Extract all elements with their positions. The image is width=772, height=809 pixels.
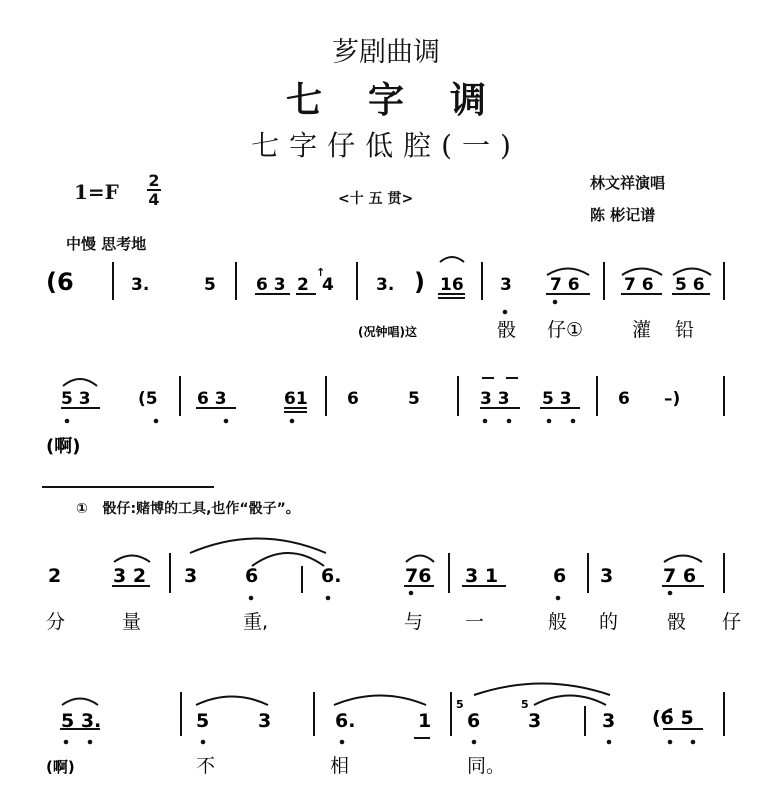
note: 3 — [600, 565, 614, 587]
octave-dot — [340, 740, 345, 745]
lyric: 同。 — [467, 755, 506, 777]
lyric: 分 — [46, 611, 66, 633]
note: 3 — [258, 710, 272, 732]
slur — [664, 556, 702, 563]
system-4-lyrics — [46, 755, 505, 777]
octave-dot — [409, 591, 414, 596]
note: 3 — [500, 275, 512, 295]
grace-note: 5 — [456, 698, 464, 711]
note: 3 — [184, 565, 198, 587]
note: 6 — [553, 565, 567, 587]
lyric: 量 — [122, 611, 142, 633]
note: 3 2 — [113, 565, 147, 587]
tune-title: 七字调 — [285, 80, 532, 121]
sub-title: 七字仔低腔(一) — [251, 129, 521, 162]
qupai-label: <十 五 贯> — [338, 191, 414, 207]
grace-note: 5 — [521, 698, 529, 711]
lyric: 重, — [243, 611, 269, 633]
note: 5 — [408, 389, 420, 409]
slur — [196, 697, 268, 706]
lyric: (啊) — [46, 758, 75, 776]
note: 7 6 — [550, 275, 580, 295]
lyric-part: (况钟唱)这 — [358, 325, 417, 339]
octave-dot — [64, 740, 69, 745]
note: 5 3 — [61, 389, 91, 409]
footnote-marker: ① — [76, 501, 88, 517]
slur — [534, 696, 606, 706]
slur — [252, 553, 324, 566]
note: 6 — [618, 389, 630, 409]
lyric: 与 — [404, 611, 424, 633]
octave-dot — [88, 740, 93, 745]
lyric: 仔 — [722, 611, 742, 633]
meter-numerator: 2 — [148, 171, 160, 190]
lyric: 灌 — [632, 319, 652, 341]
singer-credit: 林文祥演唱 — [590, 174, 666, 192]
octave-dot — [547, 419, 552, 424]
note: 2 — [48, 565, 62, 587]
note: 6 — [347, 389, 359, 409]
recorder-credit: 陈 彬记谱 — [590, 206, 656, 224]
slur — [62, 699, 98, 706]
note: 3 1 — [465, 565, 499, 587]
note: 6 — [467, 710, 481, 732]
octave-dot — [553, 300, 558, 305]
octave-dot — [472, 740, 477, 745]
note: (6 — [46, 268, 74, 296]
note: 7 6 — [663, 565, 697, 587]
slur — [190, 539, 326, 554]
note: 5 — [204, 275, 216, 295]
note: 6 3 — [197, 389, 227, 409]
octave-dots — [64, 300, 696, 745]
octave-dot — [691, 740, 696, 745]
note: ) — [414, 268, 425, 296]
note: 4 — [322, 275, 334, 295]
slur — [334, 696, 426, 706]
note: (5 — [138, 389, 158, 409]
system-1 — [46, 266, 705, 296]
note: 6 — [245, 565, 259, 587]
note: –) — [664, 389, 681, 409]
key-signature: 1=F — [74, 180, 119, 204]
octave-dot — [668, 591, 673, 596]
footnote-text: 骰仔:赌博的工具,也作“骰子”。 — [102, 501, 300, 517]
system-3 — [48, 565, 696, 587]
octave-dot — [326, 596, 331, 601]
octave-dot — [503, 310, 508, 315]
lyric — [358, 324, 417, 339]
note: 6. — [335, 710, 356, 732]
slur — [440, 257, 464, 262]
note: 5 — [196, 710, 210, 732]
octave-dot — [668, 740, 673, 745]
octave-dot — [607, 740, 612, 745]
lyric: 一 — [465, 611, 485, 633]
octave-dot — [483, 419, 488, 424]
octave-dot — [507, 419, 512, 424]
octave-dot — [249, 596, 254, 601]
note: 2 — [297, 275, 309, 295]
system-1-lyrics — [358, 319, 694, 341]
slur — [114, 556, 150, 563]
note: 6. — [321, 565, 342, 587]
octave-dot — [154, 419, 159, 424]
note: 76 — [405, 565, 432, 587]
slur — [474, 684, 610, 696]
system-4 — [61, 698, 694, 732]
octave-dot — [65, 419, 70, 424]
meter-denominator: 4 — [148, 190, 160, 209]
note: 6 3 — [256, 275, 286, 295]
tempo-marking: 中慢 思考地 — [66, 235, 147, 253]
note: 3. — [131, 275, 150, 295]
grace-mark: ↑ — [316, 266, 326, 279]
note: 3 — [528, 710, 542, 732]
note: 3. — [376, 275, 395, 295]
octave-dot — [201, 740, 206, 745]
octave-dot — [571, 419, 576, 424]
note: 3 — [602, 710, 616, 732]
note: 7 6 — [624, 275, 654, 295]
lyric: (啊) — [46, 436, 81, 457]
note: 61 — [284, 389, 308, 409]
slur — [406, 556, 434, 563]
note: 1 — [418, 710, 432, 732]
note: 5 3 — [542, 389, 572, 409]
slur — [63, 379, 97, 386]
note: (6 5 — [652, 707, 694, 729]
lyric: 相 — [330, 755, 350, 777]
system-3-lyrics — [46, 611, 741, 633]
octave-dot — [556, 596, 561, 601]
note: 16 — [440, 275, 464, 295]
genre-title: 芗剧曲调 — [332, 37, 440, 68]
lyric: 铅 — [675, 319, 695, 341]
lyric: 骰 — [497, 319, 517, 341]
note: 5 3. — [61, 710, 102, 732]
octave-dot — [290, 419, 295, 424]
lyric: 不 — [196, 755, 216, 777]
lyric: 骰 — [667, 611, 687, 633]
lyric: 仔① — [547, 319, 584, 341]
note: 3 3 — [480, 389, 510, 409]
note: 5 6 — [675, 275, 705, 295]
system-2 — [61, 389, 680, 409]
lyric: 的 — [599, 611, 619, 633]
lyric: 般 — [548, 611, 568, 633]
octave-dot — [224, 419, 229, 424]
